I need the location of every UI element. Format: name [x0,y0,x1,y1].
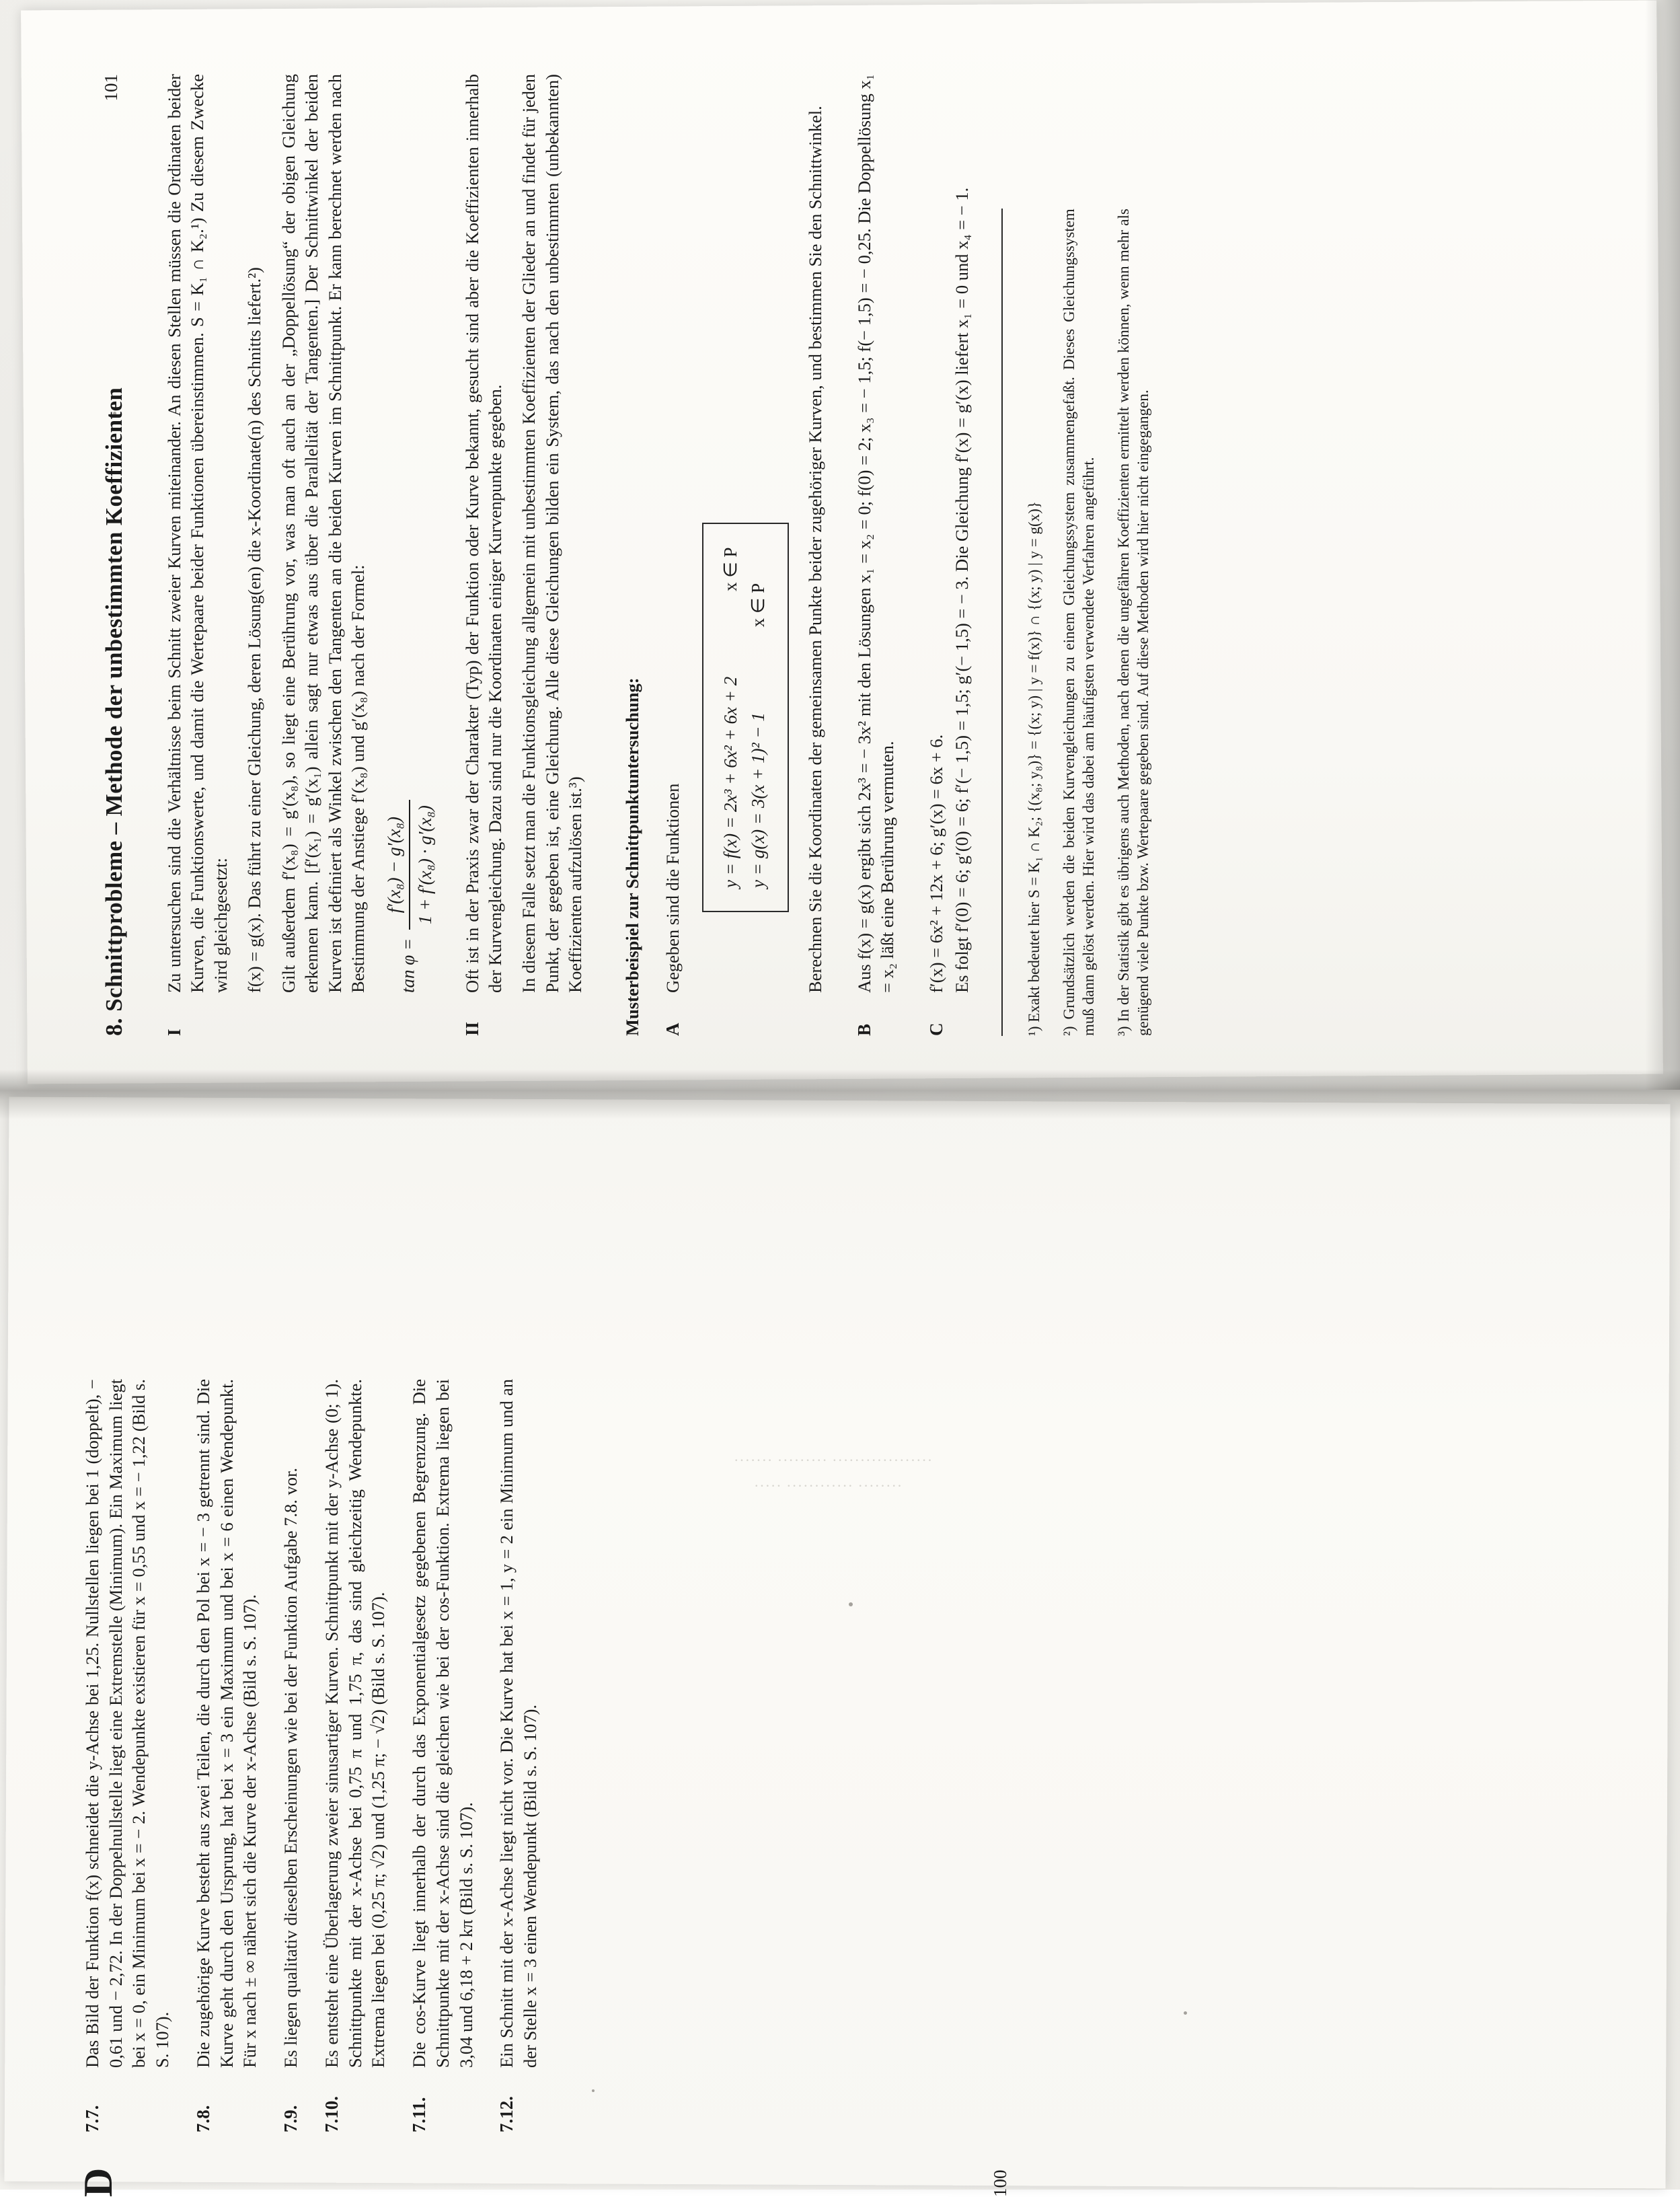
bleed-through-text: ········ ············ ····· [753,1477,902,1495]
answer-item [81,1379,174,2132]
footnote: ³) In der Statistik gibt es übrigens auch Methoden, nach denen die ungefähren Koeffizienten ermittelt werden können, wenn mehr als genügend viele Punkte bzw. Wertepaare gegeben sind. Auf diese Methoden wird hier nicht eingegangen. [1114,209,1153,1036]
paragraph: Es folgt f′(0) = 6; g′(0) = 6; f′(− 1,5) = 1,5; g′(− 1,5) = − 3. Die Gleichung f′(x) = g′(x) liefert x₁ = 0 und x₄ = − 1. [950,74,973,993]
equation: y = f(x) = 2x³ + 6x² + 6x + 2 [720,677,740,888]
item-label: II [461,993,484,1036]
paragraph: Zu untersuchen sind die Verhältnisse beim Schnitt zweier Kurven miteinander. An diesen Stellen müssen die Ordinaten beider Kurven, die Funktionswerte, und damit die Wertepaare beider Funktionen übereinstimmen. S = K₁ ∩ K₂.¹) Zu diesem Zwecke wird gleichgesetzt: [163,74,232,993]
item-label: I [163,993,186,1036]
answer-item [408,1379,478,2132]
page-number-101: 101 [101,74,122,102]
page-101-content [101,74,1607,1036]
footnote: ²) Grundsätzlich werden die beiden Kurvengleichungen zu einem Gleichungssystem zusammengefaßt. Dieses Gleichungssystem muß dann gelöst werden. Hier wird das dabei am häufigsten verwendete Verfahren angeführt. [1060,209,1099,1036]
footnote: ¹) Exakt bedeutet hier S = K₁ ∩ K₂; {(x₈; y₈)} = {(x; y) | y = f(x)} ∩ {(x; y) | y = g(x)} [1025,209,1044,1036]
example-heading: Musterbeispiel zur Schnittpunktuntersuchung: [621,74,644,1036]
example-step-C [925,74,985,1036]
answer-text: Ein Schnitt mit der x-Achse liegt nicht vor. Die Kurve hat bei x = 1, y = 2 ein Minimum und an der Stelle x = 3 einen Wendepunkt (Bild s. S. 107). [495,1379,541,2068]
domain-set: x ∈ P [720,548,740,673]
answer-text: Es liegen qualitativ dieselben Erscheinungen wie bei der Funktion Aufgabe 7.8. vor. [279,1379,303,2068]
domain-set: x ∈ P [748,583,768,708]
answer-item [320,1379,390,2132]
paragraph: f(x) = g(x). Das führt zu einer Gleichung, deren Lösung(en) die x-Koordinate(n) des Schnitts liefert.²) [243,74,266,993]
boxed-equation-row [717,548,745,889]
answer-item [279,1379,303,2132]
page-100-content [81,1164,1648,2132]
footnote-block [1001,209,1153,1036]
answer-text: Die cos-Kurve liegt innerhalb der durch das Exponentialgesetz gegebenen Begrenzung. Die Schnittpunkte mit der x-Achse sind die gleichen wie bei der cos-Funktion. Extrema liegen bei 3,04 und 6,18 + 2 kπ (Bild s. S. 107). [408,1379,478,2068]
answer-number: 7.7. [81,2068,104,2132]
answer-text: Es entsteht eine Überlagerung zweier sinusartiger Kurven. Schnittpunkt mit der y-Achse (0; 1). Schnittpunkte mit der x-Achse bei 0,75 π und 1,75 π, das sind gleichzeitig Wendepunkte. Extrema liegen bei (0,25 π; √2) und (1,25 π; − √2) (Bild s. S. 107). [320,1379,390,2068]
paragraph: Aus f(x) = g(x) ergibt sich 2x³ = − 3x² mit den Lösungen x₁ = x₂ = 0; f(0) = 2; x₃ = − 1,5; f(− 1,5) = − 0,25. Die Doppellösung x₁ = x₂ läßt eine Berührung vermuten. [853,74,899,993]
answer-number: 7.8. [192,2068,215,2132]
page-title: 8. Schnittprobleme – Methode der unbestimmten Koeffizienten [101,74,128,1036]
paragraph: Oft ist in der Praxis zwar der Charakter (Typ) der Funktion oder Kurve bekannt, gesucht sind aber die Koeffizienten innerhalb der Kurvengleichung. Dazu sind nur die Koordinaten einiger Kurvenpunkte gegeben. [461,74,507,993]
step-label: A [661,993,685,1036]
formula-numerator: f′(x₈) − g′(x₈) [381,800,410,930]
answer-text: Die zugehörige Kurve besteht aus zwei Teilen, die durch den Pol bei x = − 3 getrennt sind. Die Kurve geht durch den Ursprung, hat bei x = 3 ein Maximum und bei x = 6 einen Wendepunkt. Für x nach ± ∞ nähert sich die Kurve der x-Achse (Bild s. S. 107). [192,1379,262,2068]
formula-denominator: 1 + f′(x₈) · g′(x₈) [409,800,439,930]
boxed-equation-row [744,548,773,889]
margin-letter-D: D [75,2168,122,2197]
answer-number: 7.10. [320,2068,344,2132]
intersection-angle-formula [381,74,439,993]
list-item-I [163,74,446,1036]
answer-text: Das Bild der Funktion f(x) schneidet die y-Achse bei 1,25. Nullstellen liegen bei 1 (doppelt), − 0,61 und − 2,72. In der Doppelnullstelle liegt eine Extremstelle (Minimum). Ein Maximum liegt bei x = 0, ein Minimum bei x = − 2. Wendepunkte existieren für x = 0,55 und x = − 1,22 (Bild s. S. 107). [81,1379,174,2068]
step-label: C [925,993,948,1036]
page-number-100: 100 [990,2170,1011,2197]
equation: y = g(x) = 3(x + 1)² − 1 [748,712,768,888]
paragraph: f′(x) = 6x² + 12x + 6; g′(x) = 6x + 6. [925,74,948,993]
step-tail-text: Berechnen Sie die Koordinaten der gemeinsamen Punkte beider zugehöriger Kurven, und bestimmen Sie den Schnittwinkel. [804,74,827,993]
answer-item [192,1379,262,2132]
example-step-B [853,74,910,1036]
given-functions-box [702,523,790,913]
answer-number: 7.12. [495,2068,519,2132]
book-gutter-shadow [0,1070,1680,1119]
step-label: B [853,993,876,1036]
paragraph: In diesem Falle setzt man die Funktionsgleichung allgemein mit unbestimmten Koeffizienten der Glieder an und findet für jeden Punkt, der gegeben ist, eine Gleichung. Alle diese Gleichungen bilden ein System, das nach den unbestimmten (unbekannten) Koeffizienten aufzulösen ist.³) [517,74,586,993]
bleed-through-text: ·················· ········· ······· [733,1452,932,1469]
answer-number: 7.9. [279,2068,303,2132]
example-step-A [661,74,838,1036]
formula-label: tan φ = [397,938,418,993]
answer-item [495,1379,541,2132]
page-edge-shadow [1645,0,1680,1090]
answer-number: 7.11. [408,2068,431,2132]
paragraph: Gilt außerdem f′(x₈) = g′(x₈), so liegt eine Berührung vor, was man oft auch an der „Doppellösung“ der obigen Gleichung erkennen kann. [f′(x₁) = g′(x₁) allein sagt nur etwas aus über die Parallelität der Tangenten.] Der Schnittwinkel der beiden Kurven ist definiert als Winkel zwischen den Tangenten an die beiden Kurven im Schnittpunkt. Er kann berechnet werden nach Bestimmung der Anstiege f′(x₈) und g′(x₈) nach der Formel: [277,74,370,993]
step-lead-text: Gegeben sind die Funktionen [661,74,684,993]
list-item-II [461,74,598,1036]
